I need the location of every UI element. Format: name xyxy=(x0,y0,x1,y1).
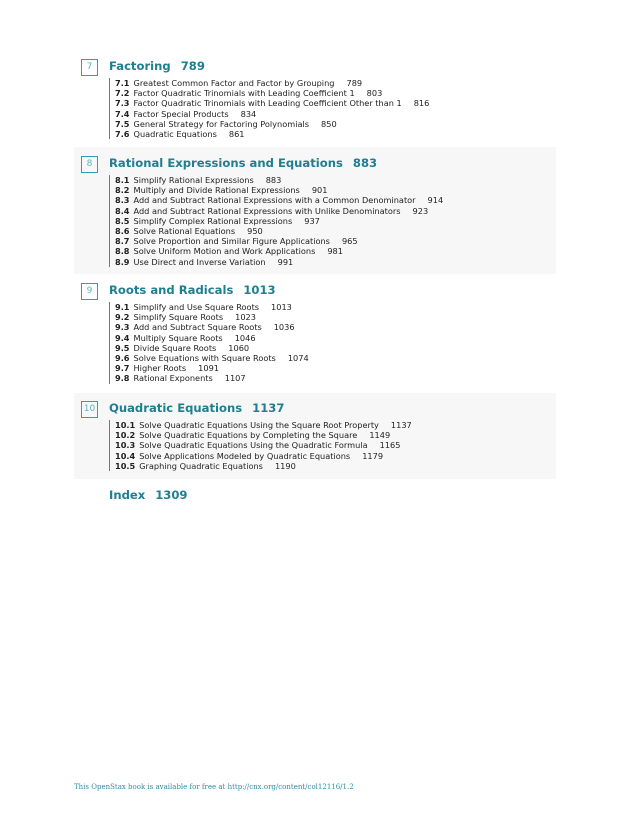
section-item[interactable] xyxy=(115,440,412,450)
index-entry[interactable] xyxy=(109,488,188,502)
section-page: 1137 xyxy=(390,420,412,430)
section-title: Rational Exponents xyxy=(133,373,213,384)
section-title: Add and Subtract Square Roots xyxy=(133,322,262,333)
chapter-number-badge: 7 xyxy=(81,59,98,76)
section-title: Factor Special Products xyxy=(133,108,229,119)
section-number: 8.1 xyxy=(115,175,130,185)
section-number: 10.5 xyxy=(115,460,136,471)
section-number: 7.4 xyxy=(115,108,130,119)
section-page: 937 xyxy=(304,215,320,226)
section-title: Simplify Square Roots xyxy=(133,312,224,323)
section-title: Higher Roots xyxy=(133,363,187,374)
section-title: Quadratic Equations xyxy=(133,129,217,140)
section-list xyxy=(109,175,443,267)
section-page: 981 xyxy=(327,246,343,257)
section-page: 950 xyxy=(247,226,263,237)
index-page: 1309 xyxy=(155,488,188,502)
section-item[interactable] xyxy=(115,257,443,267)
section-number: 8.6 xyxy=(115,226,130,237)
chapter-number-badge: 8 xyxy=(81,156,98,173)
section-number: 10.3 xyxy=(115,440,136,451)
section-number: 9.4 xyxy=(115,332,130,343)
section-number: 9.2 xyxy=(115,312,130,323)
chapter-9 xyxy=(74,280,556,388)
section-page: 1060 xyxy=(228,342,250,353)
section-item[interactable] xyxy=(115,98,429,108)
section-item[interactable] xyxy=(115,420,412,430)
section-number: 8.8 xyxy=(115,246,130,257)
section-title: Solve Equations with Square Roots xyxy=(133,353,276,364)
section-page: 883 xyxy=(265,175,282,185)
section-number: 10.1 xyxy=(115,420,136,430)
section-page: 1149 xyxy=(369,430,391,441)
section-item[interactable] xyxy=(115,246,443,256)
chapter-title-text: Roots and Radicals xyxy=(109,283,234,297)
section-title: General Strategy for Factoring Polynomials xyxy=(133,118,310,129)
section-item[interactable] xyxy=(115,88,429,98)
section-number: 9.1 xyxy=(115,302,130,312)
section-number: 8.5 xyxy=(115,215,130,226)
section-number: 9.3 xyxy=(115,322,130,333)
section-page: 1190 xyxy=(274,460,296,471)
section-page: 816 xyxy=(413,98,430,109)
section-page: 834 xyxy=(240,108,257,119)
section-title: Solve Applications Modeled by Quadratic Equations xyxy=(139,450,351,461)
chapter-title-text: Rational Expressions and Equations xyxy=(109,156,343,170)
section-page: 1179 xyxy=(362,450,384,461)
section-item[interactable] xyxy=(115,451,412,461)
section-item[interactable] xyxy=(115,129,429,139)
section-title: Simplify Rational Expressions xyxy=(133,175,254,185)
section-number: 9.7 xyxy=(115,363,130,374)
section-number: 7.5 xyxy=(115,118,130,129)
section-page: 803 xyxy=(366,88,383,99)
section-page: 1091 xyxy=(198,363,219,374)
section-item[interactable] xyxy=(115,109,429,119)
section-title: Solve Quadratic Equations by Completing the Square xyxy=(139,430,358,441)
chapter-title-text: Factoring xyxy=(109,59,171,73)
section-item[interactable] xyxy=(115,363,309,373)
section-item[interactable] xyxy=(115,78,429,88)
section-list xyxy=(109,420,412,471)
section-title: Multiply and Divide Rational Expressions xyxy=(133,185,300,196)
section-number: 7.1 xyxy=(115,78,130,88)
section-item[interactable] xyxy=(115,333,309,343)
section-number: 9.6 xyxy=(115,353,130,364)
section-list xyxy=(109,302,309,384)
section-item[interactable] xyxy=(115,302,309,312)
section-title: Solve Proportion and Similar Figure Applications xyxy=(133,236,330,247)
section-title: Simplify and Use Square Roots xyxy=(133,302,260,312)
chapter-10 xyxy=(74,393,556,479)
section-page: 1046 xyxy=(234,332,256,343)
section-title: Factor Quadratic Trinomials with Leading Coefficient Other than 1 xyxy=(133,98,402,109)
section-number: 10.4 xyxy=(115,450,136,461)
section-number: 8.4 xyxy=(115,205,130,216)
section-item[interactable] xyxy=(115,175,443,185)
section-item[interactable] xyxy=(115,353,309,363)
section-page: 1165 xyxy=(379,440,401,451)
section-number: 9.8 xyxy=(115,373,130,384)
section-list xyxy=(109,78,429,139)
section-number: 7.3 xyxy=(115,98,130,109)
section-number: 9.5 xyxy=(115,342,130,353)
chapter-title[interactable] xyxy=(109,283,276,297)
section-item[interactable] xyxy=(115,226,443,236)
section-number: 10.2 xyxy=(115,430,136,441)
index-title: Index xyxy=(109,488,146,502)
section-item[interactable] xyxy=(115,216,443,226)
chapter-page: 1137 xyxy=(252,401,285,415)
section-title: Factor Quadratic Trinomials with Leading Coefficient 1 xyxy=(133,88,355,99)
section-page: 1074 xyxy=(287,353,309,364)
section-title: Solve Uniform Motion and Work Applications xyxy=(133,246,316,257)
section-page: 1023 xyxy=(235,312,256,323)
chapter-title[interactable] xyxy=(109,156,377,170)
section-title: Graphing Quadratic Equations xyxy=(139,460,263,471)
chapter-8 xyxy=(74,147,556,274)
section-number: 8.3 xyxy=(115,195,130,206)
chapter-title[interactable] xyxy=(109,401,284,415)
chapter-title-text: Quadratic Equations xyxy=(109,401,243,415)
section-title: Use Direct and Inverse Variation xyxy=(133,256,266,267)
section-item[interactable] xyxy=(115,312,309,322)
section-item[interactable] xyxy=(115,185,443,195)
chapter-page: 1013 xyxy=(243,283,276,297)
section-item[interactable] xyxy=(115,236,443,246)
section-page: 914 xyxy=(427,195,444,206)
chapter-page: 883 xyxy=(352,156,378,170)
section-page: 991 xyxy=(277,256,294,267)
section-item[interactable] xyxy=(115,119,429,129)
section-number: 7.6 xyxy=(115,129,130,140)
chapter-number-badge: 9 xyxy=(81,283,98,300)
section-item[interactable] xyxy=(115,343,309,353)
section-page: 850 xyxy=(321,118,337,129)
section-number: 8.2 xyxy=(115,185,130,196)
section-title: Add and Subtract Rational Expressions with Unlike Denominators xyxy=(133,205,401,216)
section-item[interactable] xyxy=(115,206,443,216)
section-page: 965 xyxy=(341,236,358,247)
section-number: 8.7 xyxy=(115,236,130,247)
chapter-title[interactable] xyxy=(109,59,205,73)
section-title: Divide Square Roots xyxy=(133,342,217,353)
section-page: 861 xyxy=(228,129,245,140)
section-title: Solve Quadratic Equations Using the Square Root Property xyxy=(139,420,379,430)
chapter-7 xyxy=(74,56,556,144)
section-page: 1013 xyxy=(271,302,292,312)
chapter-page: 789 xyxy=(180,59,205,73)
section-title: Greatest Common Factor and Factor by Grouping xyxy=(133,78,335,88)
section-item[interactable] xyxy=(115,195,443,205)
chapter-number-badge: 10 xyxy=(81,401,98,418)
section-title: Add and Subtract Rational Expressions with a Common Denominator xyxy=(133,195,416,206)
section-page: 1036 xyxy=(273,322,295,333)
section-page: 1107 xyxy=(224,373,246,384)
page-footer: This OpenStax book is available for free at http://cnx.org/content/col12116/1.2 xyxy=(74,783,354,791)
section-page: 789 xyxy=(346,78,363,88)
section-title: Solve Quadratic Equations Using the Quadratic Formula xyxy=(139,440,368,451)
section-title: Solve Rational Equations xyxy=(133,226,236,237)
section-title: Multiply Square Roots xyxy=(133,332,223,343)
section-number: 7.2 xyxy=(115,88,130,99)
section-item[interactable] xyxy=(115,322,309,332)
section-page: 901 xyxy=(311,185,328,196)
section-number: 8.9 xyxy=(115,256,130,267)
section-item[interactable] xyxy=(115,461,412,471)
section-page: 923 xyxy=(412,205,429,216)
section-item[interactable] xyxy=(115,430,412,440)
section-item[interactable] xyxy=(115,373,309,383)
section-title: Simplify Complex Rational Expressions xyxy=(133,215,293,226)
